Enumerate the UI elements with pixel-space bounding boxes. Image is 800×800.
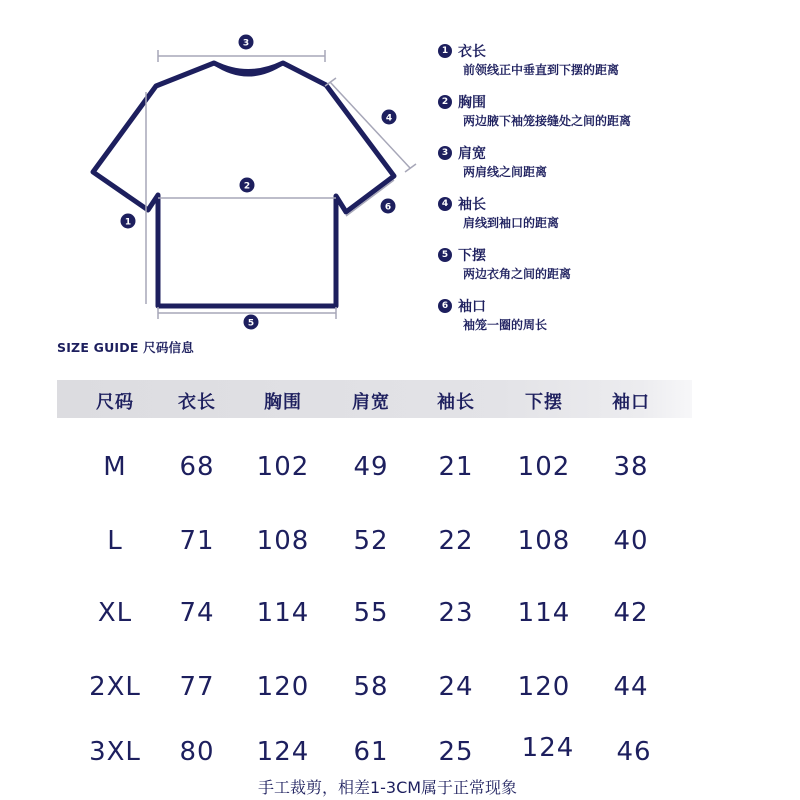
cell-sleeve: 24 [438,672,474,702]
cell-size: 3XL [89,737,141,767]
header-cell-hem: 下摆 [525,392,563,413]
legend-title: 胸围 [458,95,486,111]
svg-text:5: 5 [247,318,255,329]
svg-text:4: 4 [385,113,393,124]
cell-size: XL [97,598,133,628]
header-cell-cuff: 袖口 [612,392,650,413]
legend-item [438,142,788,193]
header-cell-size: 尺码 [96,392,134,413]
cell-cuff: 40 [613,526,649,556]
legend-badge: 4 [438,197,452,211]
cell-size: 2XL [89,672,141,702]
legend-desc: 两肩线之间距离 [463,165,548,179]
legend-item [438,244,788,295]
header-cell-sleeve: 袖长 [437,392,475,413]
size-guide-label: SIZE GUIDE 尺码信息 [57,340,194,355]
cell-sleeve: 22 [438,526,474,556]
cell-size: L [107,526,123,556]
cell-sleeve: 25 [438,737,474,767]
cell-chest: 108 [256,526,310,556]
cell-length: 71 [179,526,215,556]
cell-chest: 120 [256,672,310,702]
table-row [0,672,800,712]
legend-badge: 3 [438,146,452,160]
table-row [0,526,800,566]
legend-title: 肩宽 [458,146,486,162]
legend-badge: 1 [438,44,452,58]
marker-5 [244,315,259,330]
header-cell-length: 衣长 [178,392,216,413]
cell-length: 77 [179,672,215,702]
legend-title: 袖长 [458,197,486,213]
cell-shoulder: 52 [353,526,389,556]
cell-shoulder: 61 [353,737,389,767]
cell-sleeve: 21 [438,452,474,482]
legend-desc: 袖笼一圈的周长 [463,318,548,332]
marker-6 [381,199,396,214]
measurement-legend [438,40,788,346]
cell-hem: 102 [517,452,571,482]
cell-cuff: 42 [613,598,649,628]
cell-hem: 120 [517,672,571,702]
svg-text:1: 1 [124,217,132,228]
svg-text:3: 3 [242,38,250,49]
legend-item [438,193,788,244]
legend-badge: 5 [438,248,452,262]
marker-4 [382,110,397,125]
cell-chest: 102 [256,452,310,482]
size-table-header [57,380,692,418]
legend-badge: 6 [438,299,452,313]
cell-chest: 114 [256,598,310,628]
cell-shoulder: 49 [353,452,389,482]
legend-item [438,295,788,346]
svg-text:2: 2 [243,181,251,192]
legend-title: 袖口 [458,299,486,315]
cell-size: M [103,452,127,482]
cell-hem: 108 [517,526,571,556]
cell-cuff: 38 [613,452,649,482]
cell-shoulder: 58 [353,672,389,702]
legend-title: 衣长 [458,44,486,60]
legend-desc: 两边腋下袖笼接缝处之间的距离 [463,114,632,128]
table-row [0,598,800,638]
legend-title: 下摆 [458,248,486,264]
cell-cuff: 46 [616,737,652,767]
cell-shoulder: 55 [353,598,389,628]
cell-cuff: 44 [613,672,649,702]
tolerance-footnote: 手工裁剪，相差1-3CM属于正常现象 [257,778,518,797]
cell-sleeve: 23 [438,598,474,628]
table-row [0,733,800,777]
marker-3 [239,35,254,50]
legend-desc: 肩线到袖口的距离 [463,216,560,230]
cell-chest: 124 [256,737,310,767]
marker-2 [240,178,255,193]
legend-item [438,40,788,91]
legend-desc: 前领线正中垂直到下摆的距离 [463,63,620,77]
header-cell-shoulder: 肩宽 [352,392,390,413]
table-row [0,452,800,492]
cell-length: 74 [179,598,215,628]
svg-text:6: 6 [384,202,392,213]
marker-1 [121,214,136,229]
cell-length: 68 [179,452,215,482]
legend-desc: 两边衣角之间的距离 [463,267,572,281]
cell-length: 80 [179,737,215,767]
legend-item [438,91,788,142]
header-cell-chest: 胸围 [264,392,302,413]
cell-hem: 114 [517,598,571,628]
legend-badge: 2 [438,95,452,109]
cell-hem: 124 [521,733,575,763]
